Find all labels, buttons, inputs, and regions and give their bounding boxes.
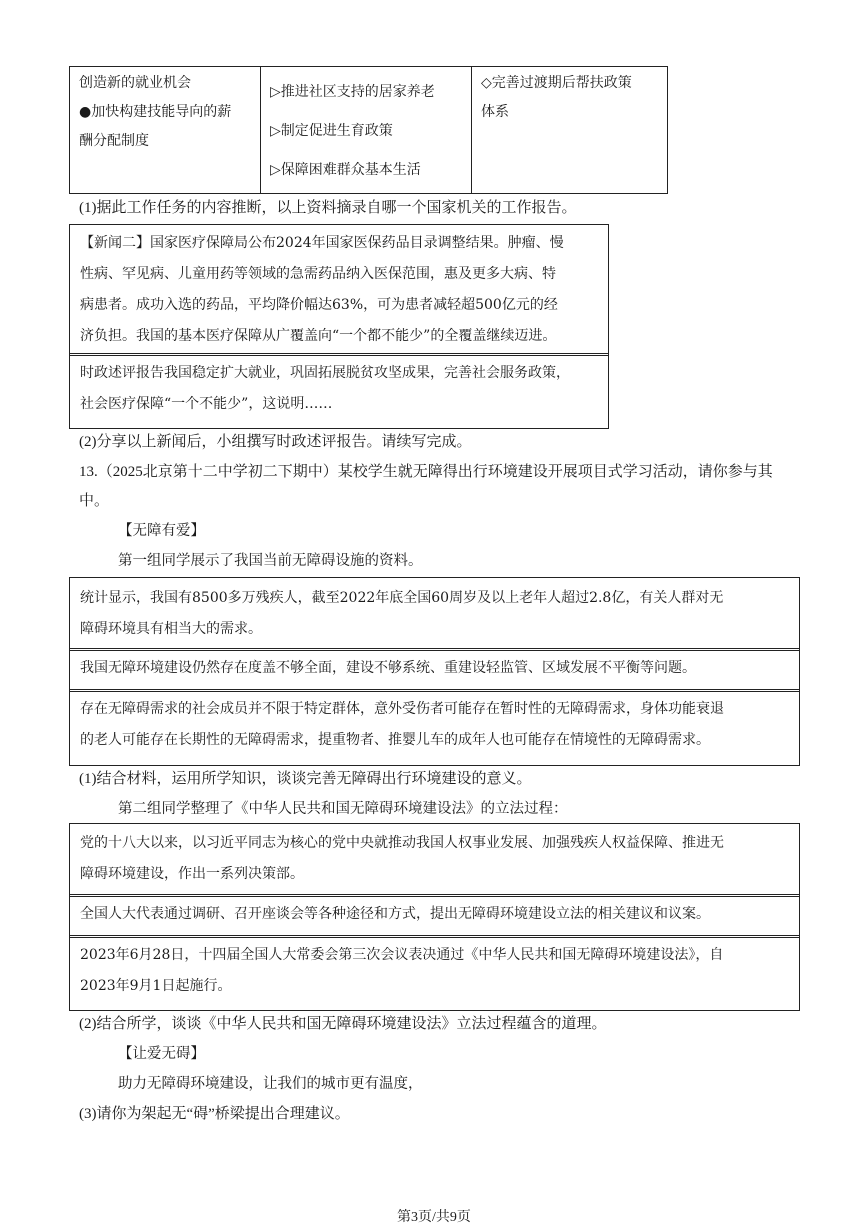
group-2-intro: 第二组同学整理了《中华人民共和国无障碍环境建设法》的立法过程： <box>118 801 568 817</box>
legislation-line: 2023年6月28日，十四届全国人大常委会第三次会议表决通过《中华人民共和国无障碍环境建设法》，自 <box>80 947 724 963</box>
section-heading-1: 【无障有爱】 <box>118 523 205 539</box>
cell-text: 酬分配制度 <box>79 133 149 149</box>
review-line: 时政述评报告我国稳定扩大就业，巩固拓展脱贫攻坚成果，完善社会服务政策， <box>80 365 570 381</box>
question-13-stem: 13.（2025北京第十二中学初二下期中）某校学生就无障得出行环境建设开展项目式学习活动，请你参与其 <box>79 464 773 480</box>
legislation-row-1 <box>69 823 800 897</box>
task-column-3 <box>472 67 668 194</box>
news-box <box>69 224 609 356</box>
cell-text: ◇完善过渡期后帮扶政策 <box>481 75 632 91</box>
news-line: 【新闻二】国家医疗保障局公布2024年国家医保药品目录调整结果。肿瘤、慢 <box>80 235 564 251</box>
cell-text: ●加快构建技能导向的薪 <box>79 104 232 120</box>
legislation-line: 2023年9月1日起施行。 <box>80 978 232 994</box>
legislation-row-2 <box>69 894 800 938</box>
cell-text: ▷推进社区支持的居家养老 <box>270 84 435 100</box>
cell-text: 创造新的就业机会 <box>79 75 191 91</box>
work-task-table <box>69 66 668 194</box>
cell-text: ▷保障困难群众基本生活 <box>270 162 421 178</box>
material-line: 障碍环境具有相当大的需求。 <box>80 621 262 637</box>
question-1: (1)据此工作任务的内容推断，以上资料摘录自哪一个国家机关的工作报告。 <box>79 200 577 216</box>
material-row-2 <box>69 648 800 692</box>
material-row-3 <box>69 689 800 766</box>
page-number: 第3页/共9页 <box>397 1210 471 1225</box>
material-line: 统计显示，我国有8500多万残疾人，截至2022年底全国60周岁及以上老年人超过2.8亿，有关人群对无 <box>80 590 724 606</box>
news-line: 济负担。我国的基本医疗保障从广覆盖向“一个都不能少”的全覆盖继续迈进。 <box>80 328 557 344</box>
news-line: 性病、罕见病、儿童用药等领域的急需药品纳入医保范围，惠及更多大病、特 <box>80 266 556 282</box>
task-column-1 <box>70 67 261 194</box>
question-13-1: (1)结合材料，运用所学知识，谈谈完善无障碍出行环境建设的意义。 <box>79 771 532 787</box>
news-line: 病患者。成功入选的药品，平均降价幅达63%，可为患者减轻超500亿元的经 <box>80 297 558 313</box>
cell-text: ▷制定促进生育政策 <box>270 123 393 139</box>
group-1-intro: 第一组同学展示了我国当前无障碍设施的资料。 <box>118 553 423 569</box>
question-13-3: (3)请你为架起无“碍”桥梁提出合理建议。 <box>79 1106 350 1122</box>
material-row-1 <box>69 577 800 651</box>
review-box <box>69 353 609 429</box>
legislation-line: 障碍环境建设，作出一系列决策部。 <box>80 866 304 882</box>
material-line: 的老人可能存在长期性的无障碍需求，提重物者、推婴儿车的成年人也可能存在情境性的无障碍需求。 <box>80 732 710 748</box>
legislation-line: 全国人大代表通过调研、召开座谈会等各种途径和方式，提出无障碍环境建设立法的相关建议和议案。 <box>80 906 710 922</box>
help-text: 助力无障碍环境建设，让我们的城市更有温度， <box>118 1076 423 1092</box>
material-line: 存在无障碍需求的社会成员并不限于特定群体，意外受伤者可能存在暂时性的无障碍需求，身体功能衰退 <box>80 701 724 717</box>
legislation-line: 党的十八大以来，以习近平同志为核心的党中央就推动我国人权事业发展、加强残疾人权益保障、推进无 <box>80 835 724 851</box>
cell-text: 体系 <box>481 104 509 120</box>
review-line: 社会医疗保障“一个不能少”，这说明…… <box>80 396 333 412</box>
legislation-row-3 <box>69 935 800 1011</box>
question-13-stem-cont: 中。 <box>79 493 110 509</box>
section-heading-2: 【让爱无碍】 <box>118 1046 205 1062</box>
question-13-2: (2)结合所学，谈谈《中华人民共和国无障碍环境建设法》立法过程蕴含的道理。 <box>79 1016 607 1032</box>
question-2: (2)分享以上新闻后，小组撰写时政述评报告。请续写完成。 <box>79 434 472 450</box>
material-line: 我国无障环境建设仍然存在度盖不够全面，建设不够系统、重建设轻监管、区域发展不平衡等问题。 <box>80 660 696 676</box>
task-column-2 <box>261 67 472 194</box>
